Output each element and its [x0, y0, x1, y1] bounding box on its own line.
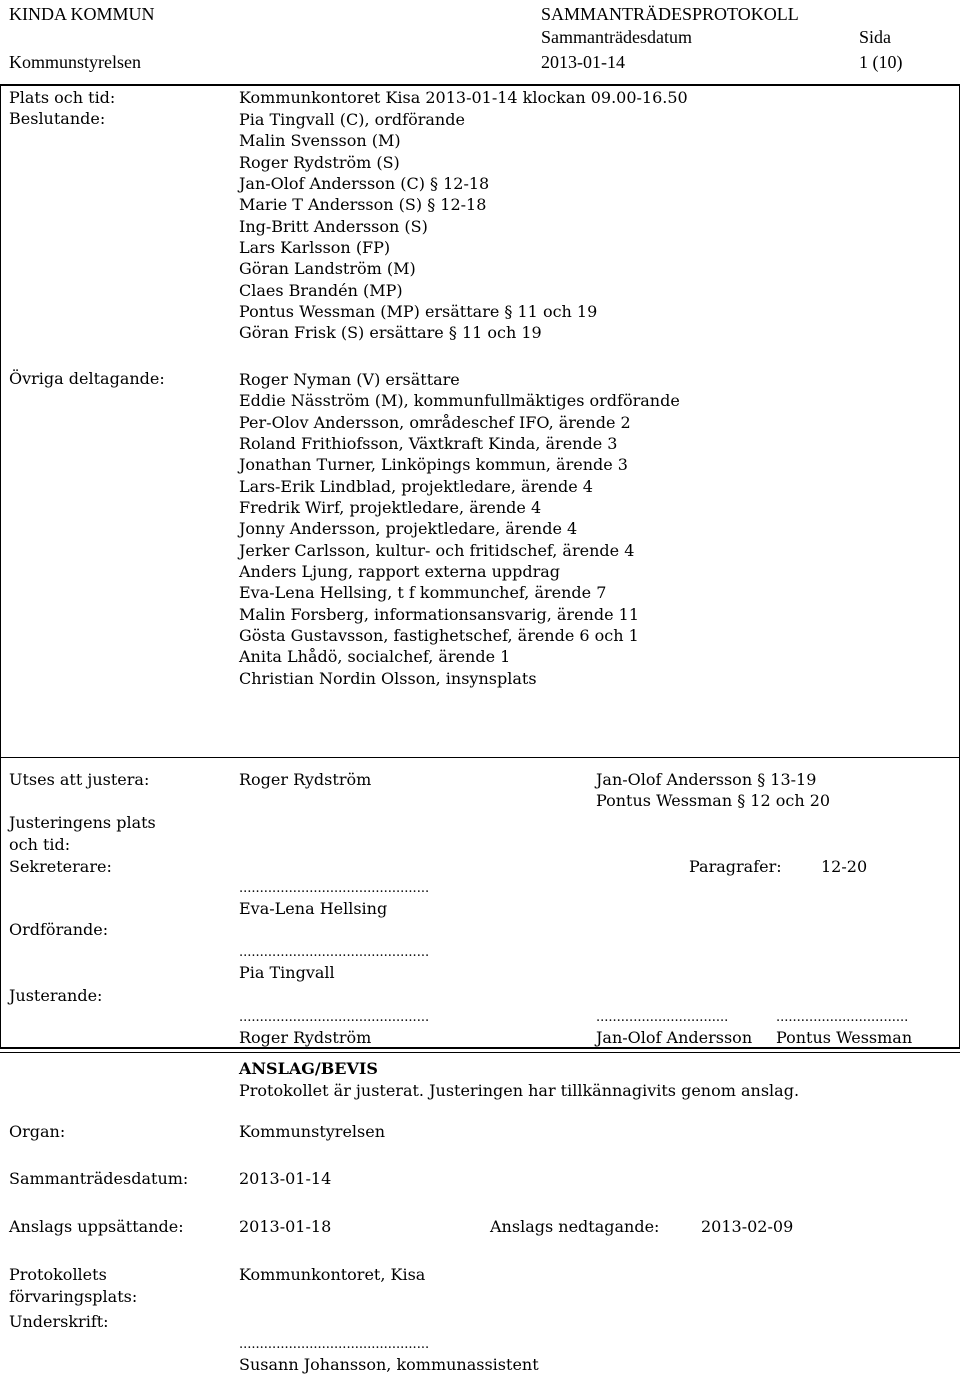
section-divider — [0, 757, 960, 758]
place-label: Plats och tid: — [9, 88, 116, 107]
storage-value: Kommunkontoret, Kisa — [239, 1265, 426, 1284]
list-item: Claes Brandén (MP) — [239, 280, 403, 300]
list-item: Marie T Andersson (S) § 12-18 — [239, 195, 487, 215]
notice-meeting-date-label: Sammanträdesdatum: — [9, 1169, 189, 1188]
chair-signature-line: .............................................. — [239, 945, 430, 960]
secretary-name: Eva-Lena Hellsing — [239, 899, 388, 918]
deciding-label: Beslutande: — [9, 109, 106, 128]
posted-value: 2013-01-18 — [239, 1217, 332, 1236]
adjuster-label: Justerande: — [9, 986, 103, 1005]
list-item: Roger Nyman (V) ersättare — [239, 370, 460, 389]
storage-label-2: förvaringsplats: — [9, 1287, 138, 1306]
committee-name: Kommunstyrelsen — [9, 52, 141, 72]
adjuster-2-name: Jan-Olof Andersson — [596, 1028, 753, 1047]
list-item: Malin Forsberg, informationsansvarig, ärende 11 — [239, 604, 639, 624]
list-item: Fredrik Wirf, projektledare, ärende 4 — [239, 498, 542, 518]
list-item: Jonathan Turner, Linköpings kommun, ärende 3 — [239, 455, 628, 475]
removed-value: 2013-02-09 — [701, 1217, 794, 1236]
page-number: 1 (10) — [859, 52, 903, 72]
organ-label: Organ: — [9, 1122, 66, 1141]
list-item: Eddie Näsström (M), kommunfullmäktiges ordförande — [239, 391, 680, 411]
adjuster-2-signature-line: ................................ — [596, 1010, 729, 1025]
list-item: Malin Svensson (M) — [239, 131, 401, 151]
place-value: Kommunkontoret Kisa 2013-01-14 klockan 09.00-16.50 — [239, 88, 688, 107]
list-item: Ing-Britt Andersson (S) — [239, 216, 428, 236]
document-type: SAMMANTRÄDESPROTOKOLL — [541, 4, 799, 24]
chair-label: Ordförande: — [9, 920, 109, 939]
adjust-place-label-2: och tid: — [9, 835, 71, 854]
list-item: Jan-Olof Andersson (C) § 12-18 — [239, 174, 490, 194]
list-item: Christian Nordin Olsson, insynsplats — [239, 668, 537, 688]
list-item: Göran Landström (M) — [239, 259, 416, 279]
meeting-date: 2013-01-14 — [541, 52, 625, 72]
others-label: Övriga deltagande: — [9, 369, 165, 388]
list-item: Eva-Lena Hellsing, t f kommunchef, ärende 7 — [239, 583, 607, 603]
list-item: Lars-Erik Lindblad, projektledare, ärende 4 — [239, 476, 593, 496]
list-item: Göran Frisk (S) ersättare § 11 och 19 — [239, 323, 542, 343]
adjuster-3: Pontus Wessman § 12 och 20 — [596, 791, 831, 810]
adjuster-3-signature-line: ................................ — [776, 1010, 909, 1025]
chair-name: Pia Tingvall — [239, 963, 335, 982]
removed-label: Anslags nedtagande: — [490, 1217, 660, 1236]
adjuster-1: Roger Rydström — [239, 770, 372, 789]
list-item: Pontus Wessman (MP) ersättare § 11 och 19 — [239, 302, 598, 322]
signature-line: .............................................. — [239, 1337, 430, 1352]
notice-text: Protokollet är justerat. Justeringen har tillkännagivits genom anslag. — [239, 1081, 800, 1100]
organ-value: Kommunstyrelsen — [239, 1122, 386, 1141]
frame-bottom-line — [0, 1047, 960, 1049]
paragraphs-label: Paragrafer: — [689, 857, 782, 876]
list-item: Per-Olov Andersson, områdeschef IFO, ärende 2 — [239, 412, 631, 432]
list-item: Anita Lhådö, socialchef, ärende 1 — [239, 647, 511, 667]
deciding-list — [239, 109, 597, 344]
list-item: Roland Frithiofsson, Växtkraft Kinda, ärende 3 — [239, 434, 618, 454]
list-item: Jerker Carlsson, kultur- och fritidschef, ärende 4 — [239, 540, 635, 560]
signature-label: Underskrift: — [9, 1312, 109, 1331]
adjuster-2: Jan-Olof Andersson § 13-19 — [596, 770, 817, 789]
meeting-date-label: Sammanträdesdatum — [541, 27, 692, 47]
list-item: Jonny Andersson, projektledare, ärende 4 — [239, 519, 578, 539]
list-item: Anders Ljung, rapport externa uppdrag — [239, 562, 561, 582]
page-label: Sida — [859, 27, 892, 47]
adjuster-3-name: Pontus Wessman — [776, 1028, 913, 1047]
list-item: Pia Tingvall (C), ordförande — [239, 110, 465, 129]
storage-label-1: Protokollets — [9, 1265, 107, 1284]
adjust-label: Utses att justera: — [9, 770, 150, 789]
list-item: Gösta Gustavsson, fastighetschef, ärende 6 och 1 — [239, 626, 639, 646]
paragraphs-value: 12-20 — [821, 857, 868, 876]
adjust-place-label-1: Justeringens plats — [9, 813, 156, 832]
municipality-name: KINDA KOMMUN — [9, 4, 155, 24]
notice-title: ANSLAG/BEVIS — [239, 1059, 378, 1078]
header-divider — [0, 84, 960, 86]
adjuster-1-signature-line: .............................................. — [239, 1010, 430, 1025]
signature-name: Susann Johansson, kommunassistent — [239, 1355, 539, 1374]
list-item: Lars Karlsson (FP) — [239, 238, 391, 258]
secretary-label: Sekreterare: — [9, 857, 112, 876]
posted-label: Anslags uppsättande: — [9, 1217, 184, 1236]
others-list — [239, 369, 680, 689]
notice-top-line — [0, 1052, 960, 1053]
list-item: Roger Rydström (S) — [239, 152, 400, 172]
adjuster-1-name: Roger Rydström — [239, 1028, 372, 1047]
notice-meeting-date-value: 2013-01-14 — [239, 1169, 332, 1188]
secretary-signature-line: .............................................. — [239, 881, 430, 896]
